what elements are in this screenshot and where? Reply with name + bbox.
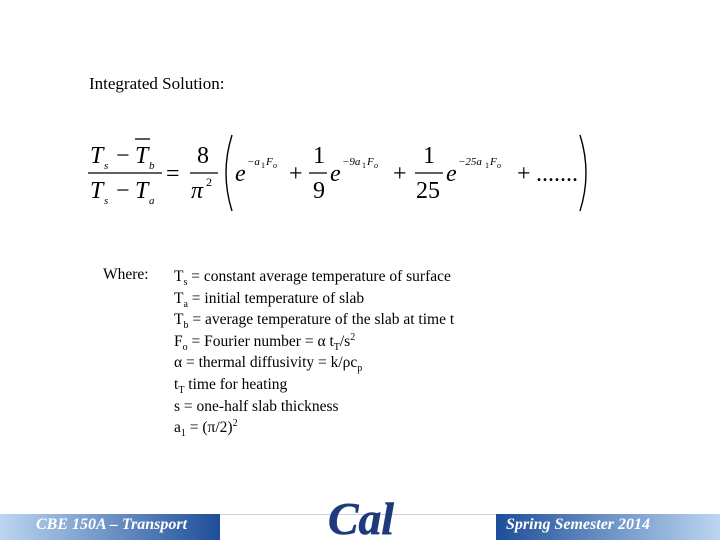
svg-text:25: 25	[416, 178, 440, 204]
definition-s: s = one-half slab thickness	[174, 397, 339, 415]
svg-text:−a: −a	[247, 156, 260, 168]
svg-text:−9a: −9a	[342, 156, 361, 168]
svg-text:1: 1	[423, 143, 435, 169]
footer-semester-text: Spring Semester 2014	[506, 516, 651, 533]
svg-text:o: o	[374, 161, 378, 170]
cal-logo	[326, 484, 396, 540]
definition-ta: $T_a$ = initial temperature of slab	[174, 289, 365, 310]
svg-text:−: −	[116, 178, 130, 204]
svg-text:.......: .......	[536, 161, 578, 187]
footer-course-banner	[0, 514, 220, 540]
svg-text:e: e	[446, 161, 457, 187]
svg-text:b: b	[149, 160, 155, 172]
svg-text:9: 9	[313, 178, 325, 204]
svg-text:T: T	[135, 178, 149, 204]
svg-text:2: 2	[206, 175, 212, 189]
svg-text:8: 8	[197, 143, 209, 169]
svg-text:o: o	[273, 161, 277, 170]
definitions-list	[174, 266, 454, 439]
svg-text:−: −	[116, 143, 130, 169]
definition-tb: $T_b$ = average temperature of the slab at time t	[174, 311, 455, 332]
svg-text:+: +	[289, 161, 303, 187]
svg-text:e: e	[235, 161, 246, 187]
definition-fo: $F_o$ = Fourier number = α $t_T/s^2$	[174, 331, 356, 353]
svg-text:−25a: −25a	[458, 156, 482, 168]
svg-text:π: π	[191, 178, 204, 204]
svg-text:a: a	[149, 195, 155, 207]
svg-text:F: F	[266, 156, 273, 168]
where-label: Where:	[103, 266, 149, 283]
svg-text:T: T	[90, 178, 104, 204]
footer-semester-banner	[496, 514, 720, 540]
svg-text:1: 1	[485, 161, 489, 170]
svg-text:F: F	[367, 156, 374, 168]
svg-text:+: +	[517, 161, 531, 187]
integrated-solution-equation	[80, 125, 600, 215]
svg-text:o: o	[497, 161, 501, 170]
svg-text:1: 1	[313, 143, 325, 169]
svg-text:s: s	[104, 160, 109, 172]
svg-text:=: =	[166, 161, 180, 187]
svg-text:e: e	[330, 161, 341, 187]
svg-text:Cal: Cal	[328, 493, 395, 540]
definition-alpha: α = thermal diffusivity = $k/\rho c_p$	[174, 354, 363, 375]
svg-text:+: +	[393, 161, 407, 187]
svg-text:T: T	[90, 143, 104, 169]
definition-a1: $a_1 = (\pi/2)^2$	[174, 418, 238, 440]
svg-text:1: 1	[362, 161, 366, 170]
svg-text:1: 1	[261, 161, 265, 170]
definition-tt: $t_T$ time for heating	[174, 375, 288, 397]
definition-ts: $T_s$ = constant average temperature of surface	[174, 268, 451, 289]
svg-text:s: s	[104, 195, 109, 207]
svg-text:F: F	[490, 156, 497, 168]
footer-course-text: CBE 150A – Transport	[36, 516, 188, 533]
svg-text:T: T	[135, 143, 149, 169]
section-heading: Integrated Solution:	[89, 74, 225, 93]
